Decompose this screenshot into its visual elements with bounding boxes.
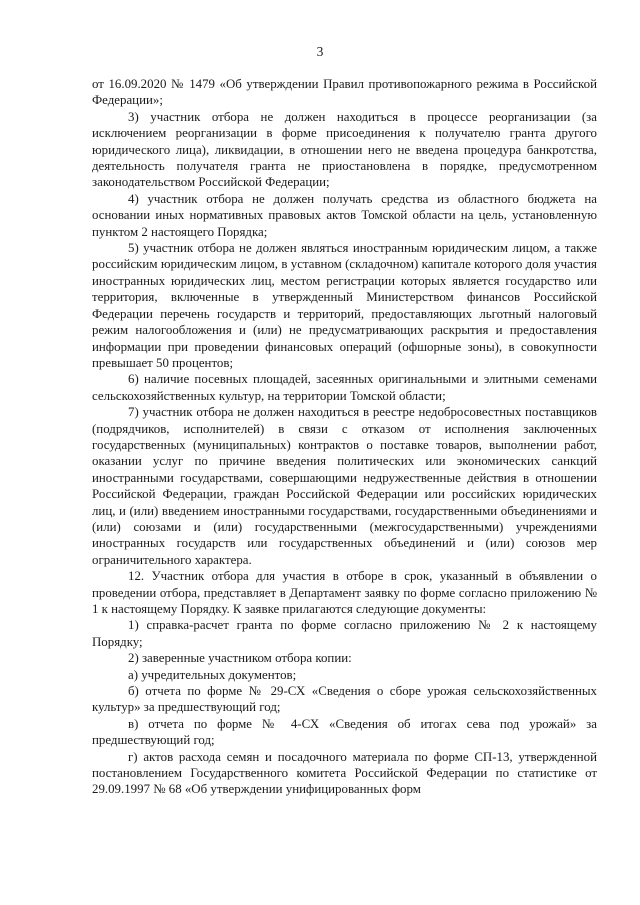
- paragraph: 5) участник отбора не должен являться иностранным юридическим лицом, а также российским юридическим лицом, в уставном (складочном) капитале которого доля участия иностранных юридических лиц, местом регистрации которых является государство или территория, включенные в утвержденный Министерством финансов Российской Федерации перечень государств и территорий, предоставляющих льготный налоговый режим налогообложения и (или) не предусматривающих раскрытия и предоставления информации при проведении финансовых операций (офшорные зоны), в совокупности превышает 50 процентов;: [92, 241, 597, 370]
- paragraph: а) учредительных документов;: [128, 667, 297, 682]
- paragraph: от 16.09.2020 № 1479 «Об утверждении Правил противопожарного режима в Российской Федерации»;: [92, 77, 597, 108]
- paragraph: 1) справка-расчет гранта по форме согласно приложению № 2 к настоящему Порядку;: [92, 618, 597, 649]
- paragraph: в) отчета по форме № 4-СХ «Сведения об итогах сева под урожай» за предшествующий год;: [92, 716, 597, 748]
- paragraph: 2) заверенные участником отбора копии:: [128, 651, 352, 666]
- paragraph: 6) наличие посевных площадей, засеянных оригинальными и элитными семенами сельскохозяйственных культур, на территории Томской области;: [92, 372, 597, 403]
- paragraph: 12. Участник отбора для участия в отборе в срок, указанный в объявлении о проведении отбора, представляет в Департамент заявку по форме согласно приложению № 1 к настоящему Порядку. К заявке прилагаются следующие документы:: [92, 569, 597, 616]
- page-number: 3: [316, 44, 324, 59]
- paragraph: 3) участник отбора не должен находиться в процессе реорганизации (за исключением реорганизации в форме присоединения к получателю гранта другого юридического лица), ликвидации, в отношении него не введена процедура банкротства, деятельность получателя гранта не приостановлена в порядке, предусмотренном законодательством Российской Федерации;: [92, 109, 597, 190]
- paragraph: 7) участник отбора не должен находиться в реестре недобросовестных поставщиков (подрядчиков, исполнителей) в связи с отказом от исполнения заключенных государственных (муниципальных) контрактов о поставке товаров, выполнении работ, оказании услуг по причине введения политических или экономических санкций иностранными государствами, совершающими недружественные действия в отношении Российской Федерации, граждан Российской Федерации или российских юридических лиц, и (или) введением иностранными государствами, государственными объединениями и (или) союзами и (или) государственными (межгосударственными) учреждениями иностранных государств или государственных объединений и (или) союзов мер ограничительного характера.: [92, 405, 597, 567]
- paragraph: г) актов расхода семян и посадочного материала по форме СП-13, утвержденной постановлением Государственного комитета Российской Федерации по статистике от 29.09.1997 № 68 «Об утверждении унифицированных форм: [92, 749, 597, 797]
- paragraph: 4) участник отбора не должен получать средства из областного бюджета на основании иных нормативных правовых актов Томской области на цель, установленную пунктом 2 настоящего Порядка;: [92, 191, 597, 239]
- paragraph: б) отчета по форме № 29-СХ «Сведения о сборе урожая сельскохозяйственных культур» за предшествующий год;: [92, 684, 597, 715]
- document-body: [92, 76, 597, 798]
